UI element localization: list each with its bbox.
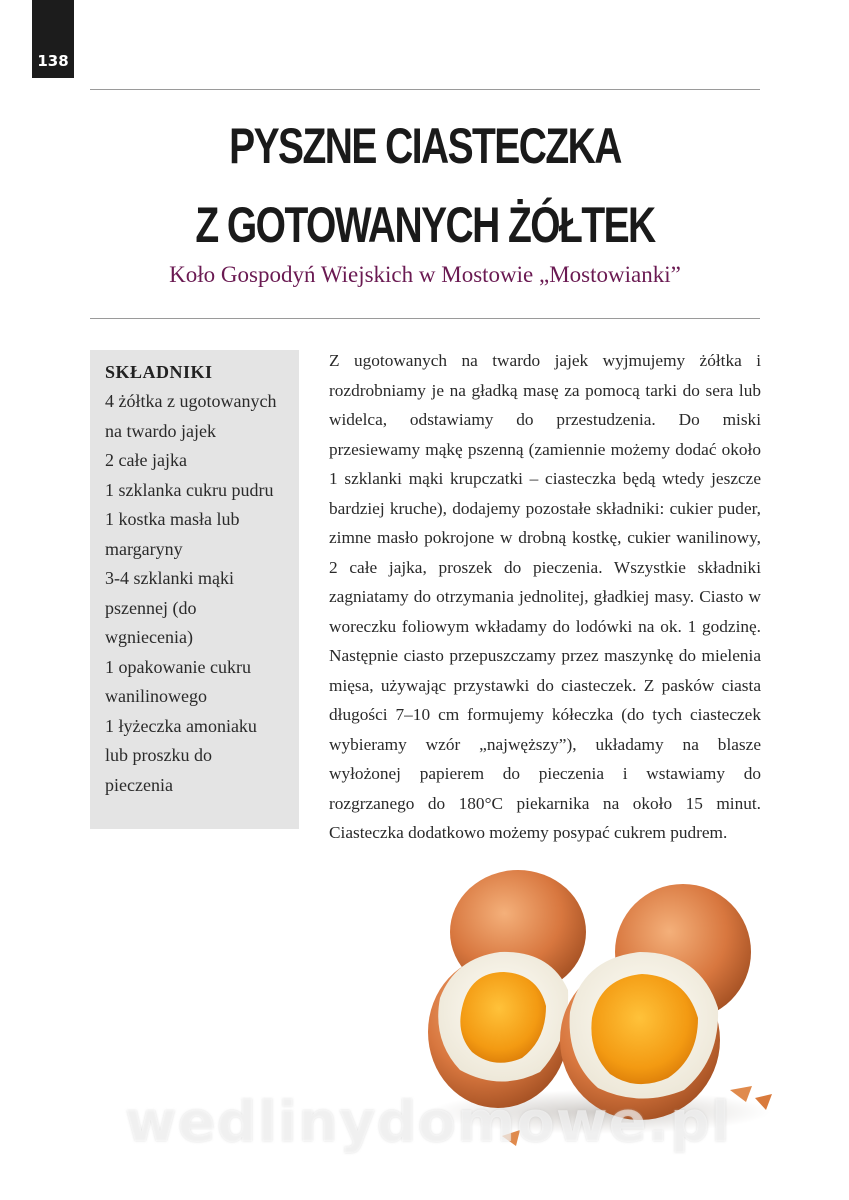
top-divider: [90, 89, 760, 90]
page-number: 138: [37, 52, 69, 70]
ingredient-line: wanilinowego: [105, 686, 207, 706]
ingredient-line: margaryny: [105, 538, 183, 559]
ingredient-line: 1 łyżeczka amoniaku: [105, 715, 257, 736]
page-number-tab: [32, 0, 74, 78]
recipe-author: Koło Gospodyń Wiejskich w Mostowie „Mostowianki”: [169, 262, 681, 287]
ingredient-line: 1 kostka masła lub: [105, 509, 240, 529]
header-divider: [90, 318, 760, 319]
ingredient-line: 3-4 szklanki mąki: [105, 568, 234, 588]
recipe-title-line-1: PYSZNE CIASTECZKA: [229, 118, 621, 174]
ingredients-heading: SKŁADNIKI: [105, 362, 213, 382]
ingredient-line: 2 całe jajka: [105, 450, 187, 470]
ingredient-line: lub proszku do: [105, 745, 212, 765]
ingredient-line: na twardo jajek: [105, 420, 216, 441]
watermark: wedlinydomowe.pl: [124, 1090, 732, 1155]
ingredients-box: [90, 350, 299, 829]
ingredient-line: 1 szklanka cukru pudru: [105, 479, 274, 500]
ingredient-line: pieczenia: [105, 774, 173, 795]
ingredients-list: [105, 387, 289, 800]
ingredient-line: 1 opakowanie cukru: [105, 656, 251, 677]
ingredient-line: pszennej (do: [105, 597, 197, 618]
recipe-title-line-2: Z GOTOWANYCH ŻÓŁTEK: [195, 197, 655, 253]
ingredient-line: 4 żółtka z ugotowanych: [105, 391, 277, 411]
ingredient-line: wgniecenia): [105, 627, 193, 647]
recipe-instructions: Z ugotowanych na twardo jajek wyjmujemy żółtka i rozdrobniamy je na gładką masę za pomocą tarki do sera lub widelca, odstawiamy do przestudzenia. Do miski przesiewamy mąkę pszenną (zamiennie możemy dodać około 1 szklanki mąki krupczatki – ciasteczka będą wtedy jeszcze bardziej kruche), dodajemy pozostałe składniki: cukier puder, zimne masło pokrojone w drobną kostkę, cukier wanilinowy, 2 całe jajka, proszek do pieczenia. Wszystkie składniki zagniatamy do otrzymania jednolitej, gładkiej masy. Ciasto w woreczku foliowym wkładamy do lodówki na ok. 1 godzinę. Następnie ciasto przepuszczamy przez maszynkę do mielenia mięsa, używając przystawki do ciasteczek. Z pasków ciasta długości 7–10 cm formujemy kółeczka (do tych ciasteczek wybieramy wzór „najwęższy”), układamy na blasze wyłożonej papierem do pieczenia i wstawiamy do rozgrzanego do 180°C piekarnika na około 15 minut. Ciasteczka dodatkowo możemy posypać cukrem pudrem.: [329, 351, 761, 842]
